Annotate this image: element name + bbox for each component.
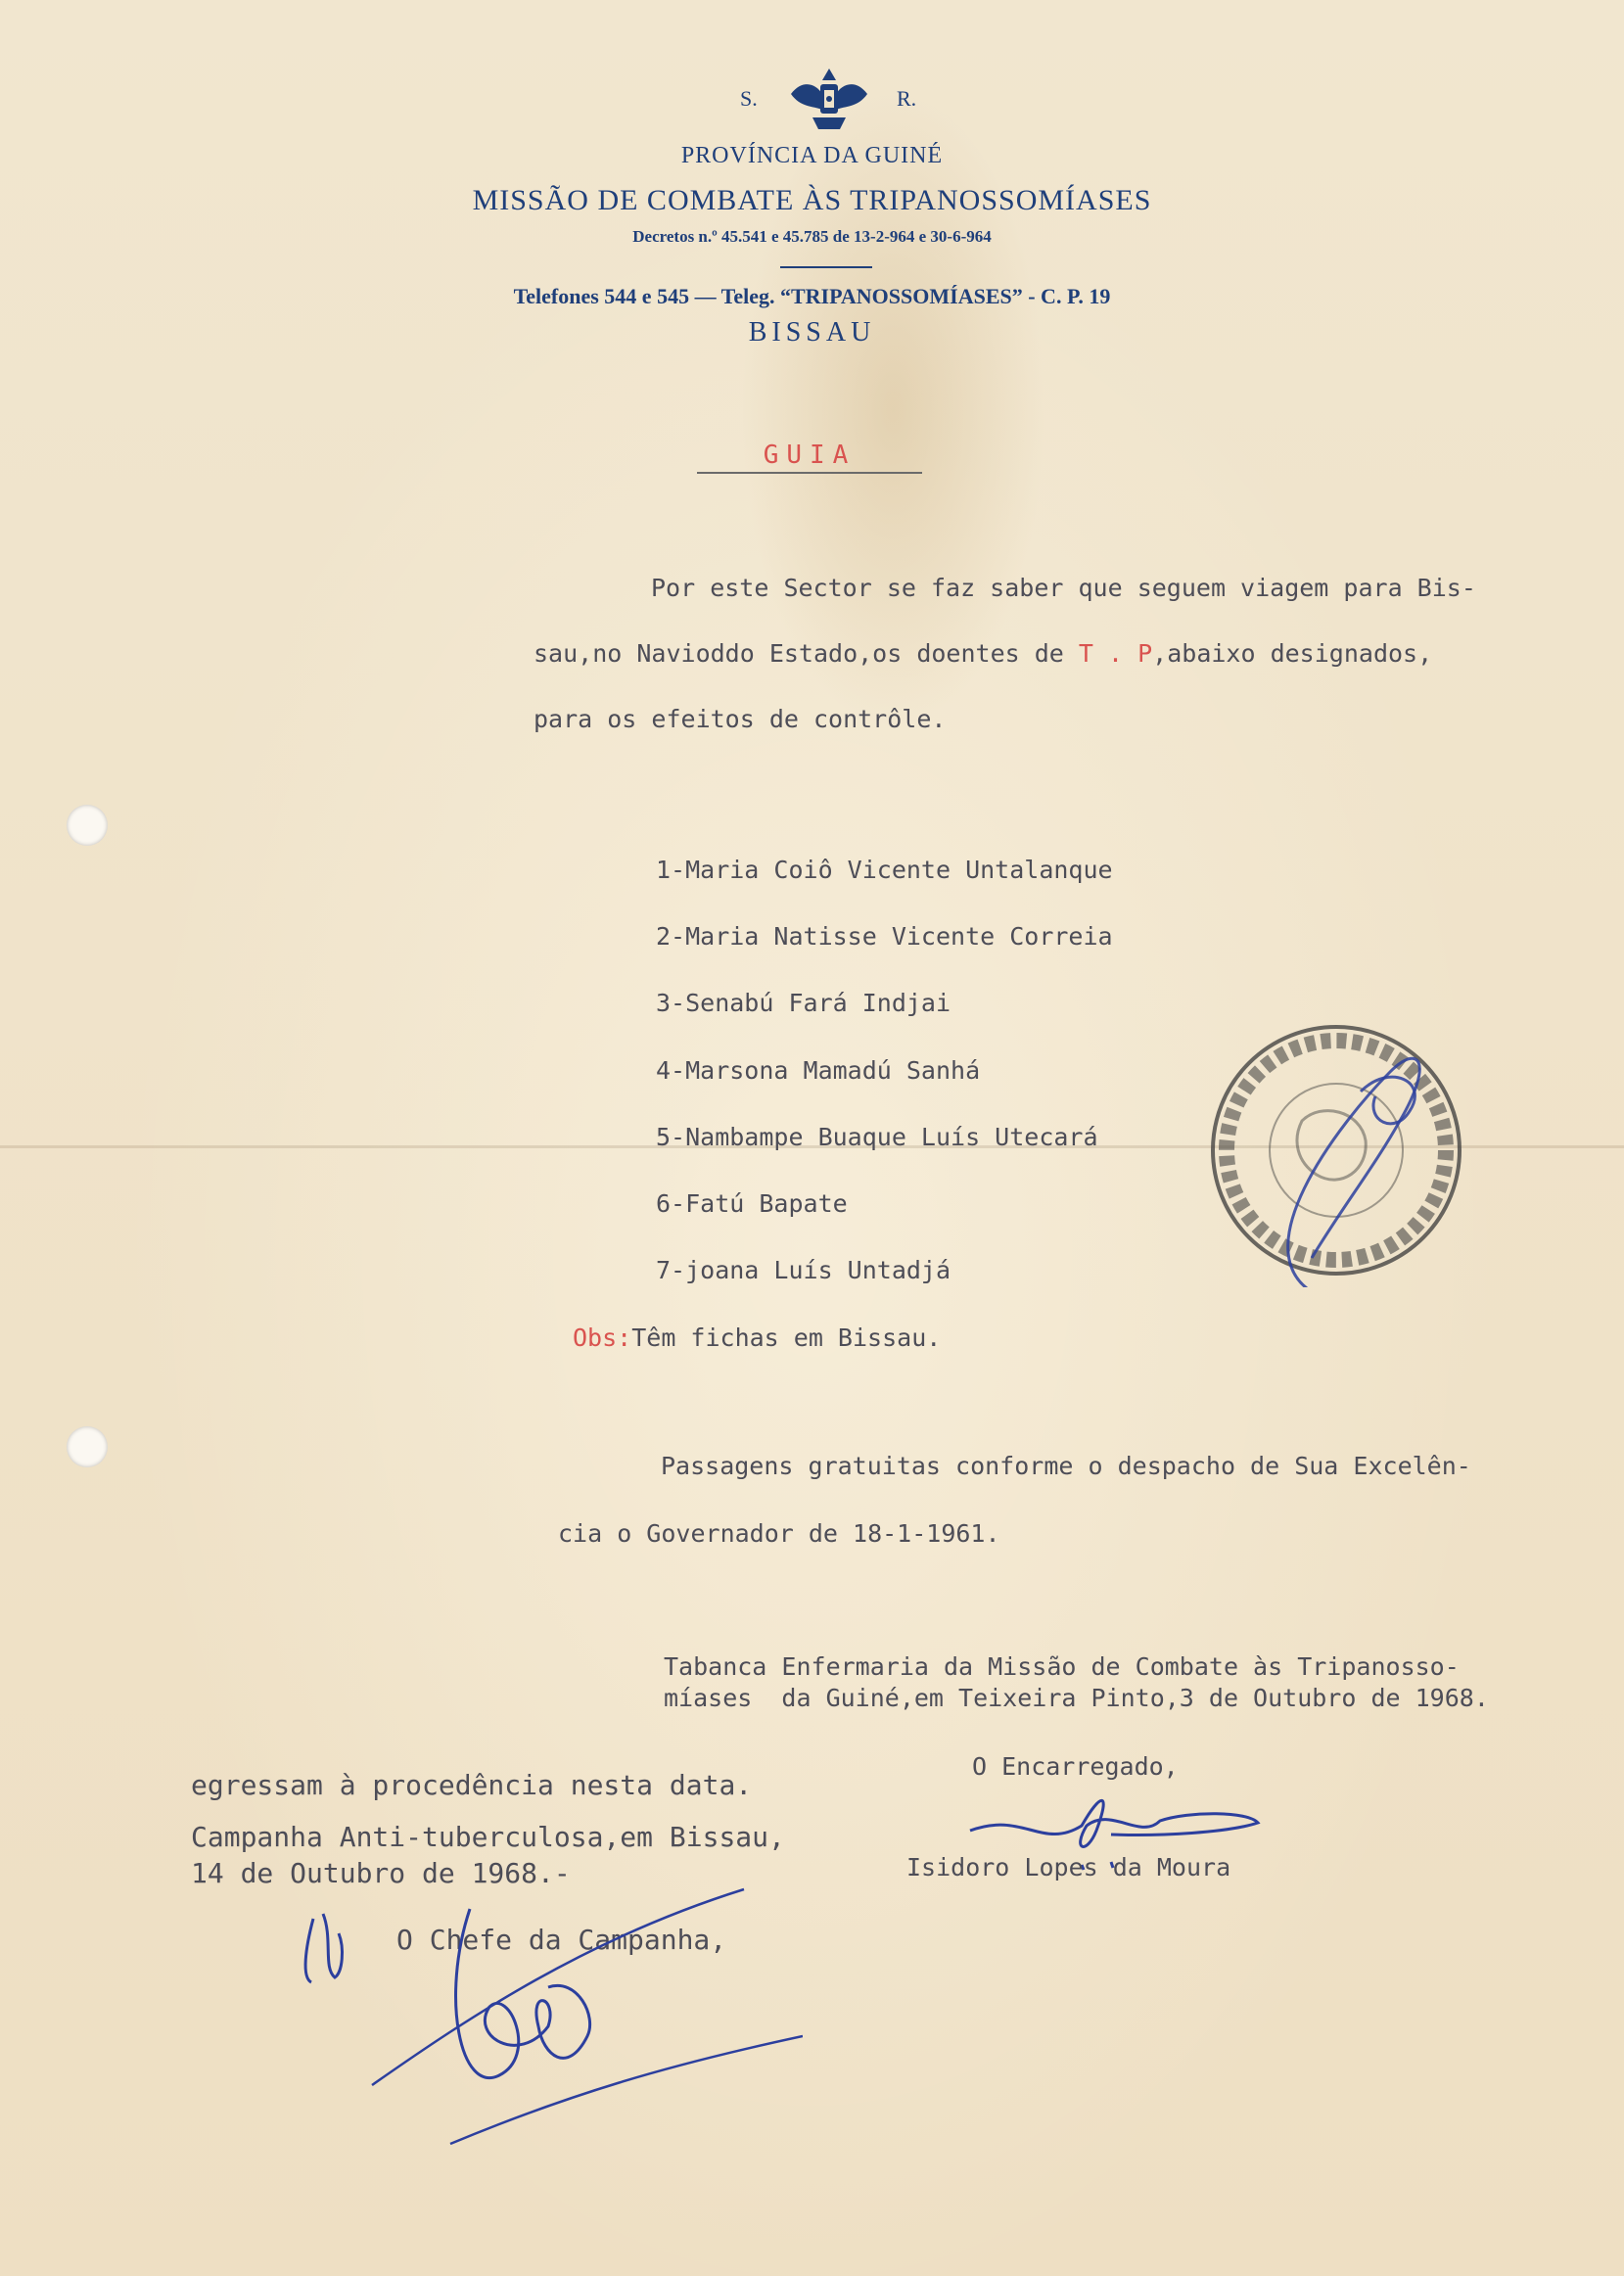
decrees-line: Decretos n.º 45.541 e 45.785 de 13-2-964 e 30-6-964	[632, 227, 992, 246]
punch-hole	[67, 805, 108, 846]
disease-abbrev: T . P	[1078, 639, 1153, 668]
place-date-line-2: míases da Guiné,em Teixeira Pinto,3 de Outubro de 1968.	[664, 1684, 1489, 1712]
obs-label: Obs:	[573, 1324, 632, 1352]
letterhead-divider	[780, 266, 872, 268]
letterhead-left-initial: S.	[740, 86, 758, 111]
patient-item: 4-Marsona Mamadú Sanhá	[656, 1056, 981, 1085]
signatory-name: Isidoro Lopes da Moura	[906, 1853, 1231, 1881]
chief-signature-icon	[294, 1880, 803, 2163]
return-note-line-4: O Chefe da Campanha,	[396, 1924, 727, 1956]
official-stamp-icon	[1194, 1003, 1478, 1287]
patient-item: 2-Maria Natisse Vicente Correia	[656, 922, 1113, 951]
letterhead-right-initial: R.	[897, 86, 917, 111]
punch-hole	[67, 1426, 108, 1467]
mission-heading: MISSÃO DE COMBATE ÀS TRIPANOSSOMÍASES	[472, 184, 1152, 216]
obs-text: Têm fichas em Bissau.	[631, 1324, 942, 1352]
patient-item: 7-joana Luís Untadjá	[656, 1256, 951, 1284]
patient-item: 6-Fatú Bapate	[656, 1189, 848, 1218]
phones-line: Telefones 544 e 545 — Teleg. “TRIPANOSSOMÍASES” - C. P. 19	[513, 284, 1111, 308]
patient-item: 5-Nambampe Buaque Luís Utecará	[656, 1123, 1098, 1151]
patient-item: 1-Maria Coiô Vicente Untalanque	[656, 856, 1113, 884]
return-note-line-2: Campanha Anti-tuberculosa,em Bissau,	[191, 1821, 785, 1853]
place-date-line-1: Tabanca Enfermaria da Missão de Combate às Tripanosso-	[664, 1652, 1460, 1681]
signatory-role: O Encarregado,	[972, 1752, 1179, 1781]
intro-line-3: para os efeitos de contrôle.	[534, 705, 947, 733]
patient-item: 3-Senabú Fará Indjai	[656, 989, 951, 1017]
document-title: GUIA	[697, 441, 922, 474]
coat-of-arms-icon	[783, 65, 875, 137]
intro-line-1: Por este Sector se faz saber que seguem viagem para Bis-	[651, 574, 1476, 602]
return-note-line-3: 14 de Outubro de 1968.-	[191, 1857, 571, 1889]
passages-line-2: cia o Governador de 18-1-1961.	[558, 1519, 1000, 1548]
obs-line	[573, 1324, 941, 1352]
province-heading: PROVÍNCIA DA GUINÉ	[680, 143, 944, 168]
city-line: BISSAU	[748, 317, 876, 348]
intro-line-2: sau,no Navioddo Estado,os doentes de T . P,abaixo designados,	[534, 639, 1433, 668]
return-note-line-1: egressam à procedência nesta data.	[191, 1769, 753, 1801]
passages-line-1: Passagens gratuitas conforme o despacho de Sua Excelên-	[661, 1452, 1471, 1480]
